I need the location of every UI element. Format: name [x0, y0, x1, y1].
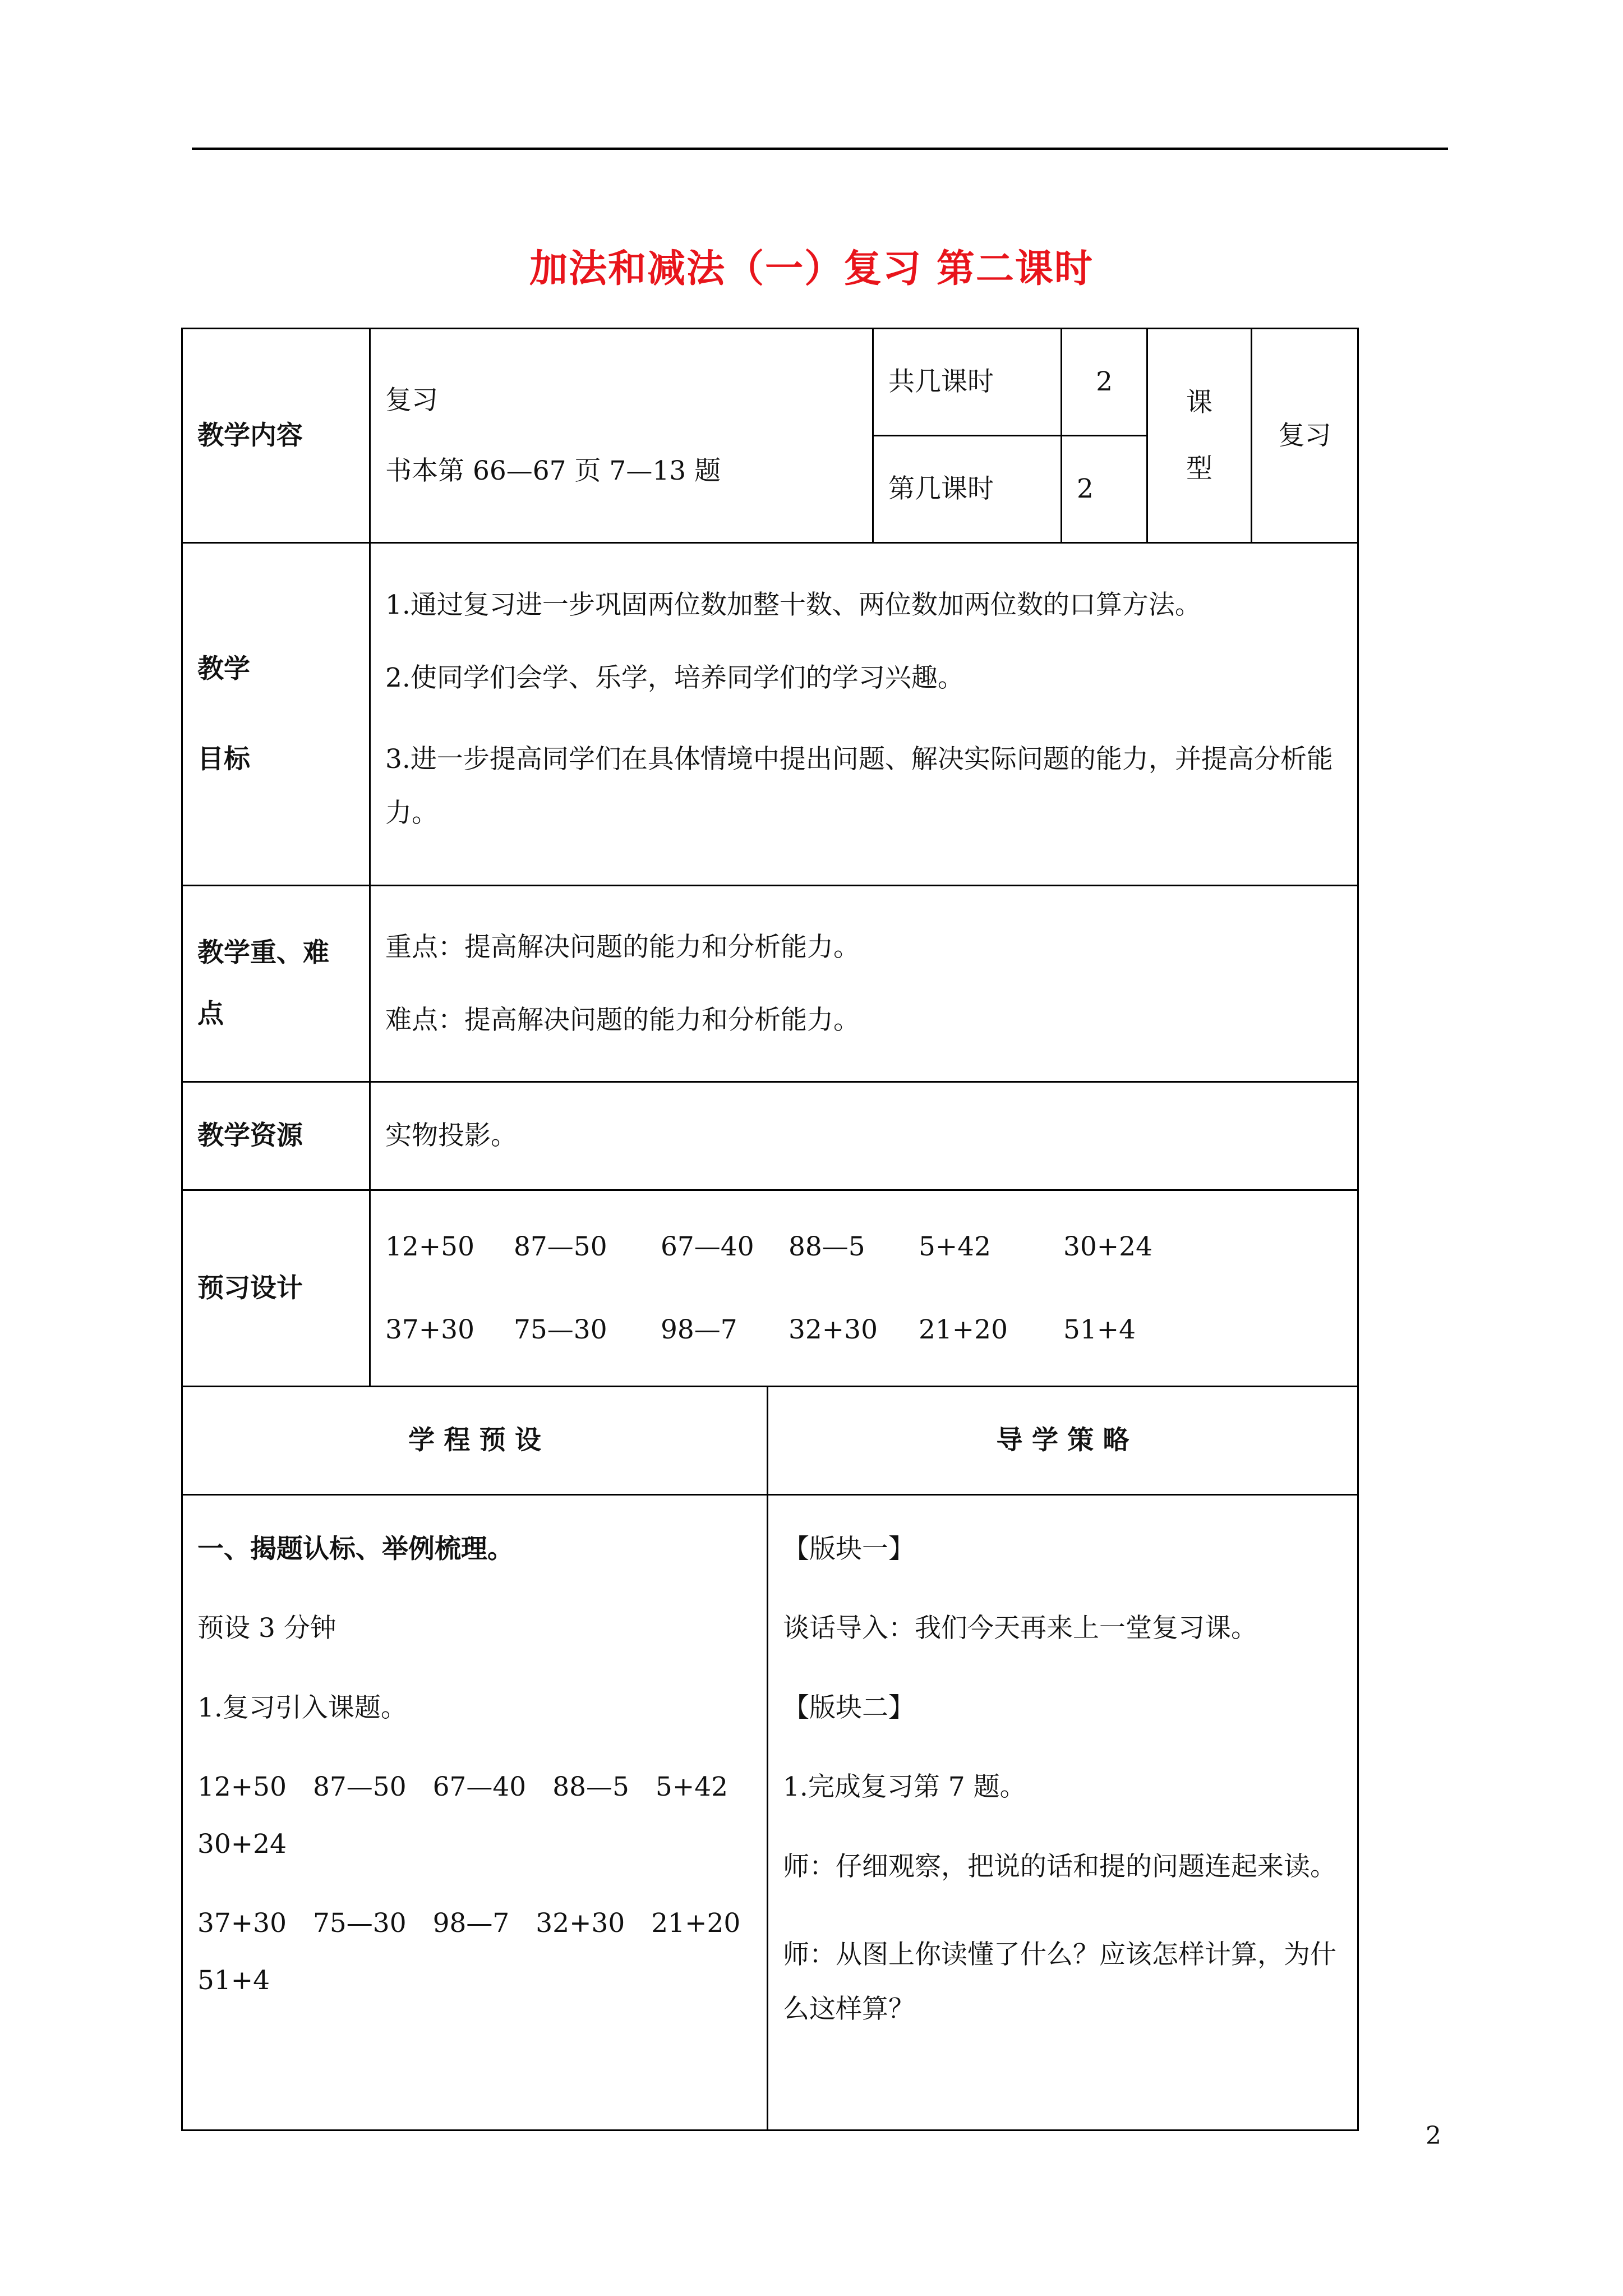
content-value	[370, 329, 873, 543]
process-exercises-1b: 30+24	[197, 1828, 287, 1860]
lesson-type-value: 复习	[1252, 329, 1358, 543]
exercise: 87—50	[514, 1231, 607, 1263]
process-header: 学 程 预 设	[182, 1387, 768, 1495]
key-difficulty: 难点：提高解决问题的能力和分析能力。	[385, 1004, 860, 1036]
exercise: 12+50	[385, 1231, 474, 1263]
strategy-teacher-1: 师：仔细观察，把说的话和提的问题连起来读。	[783, 1851, 1336, 1882]
process-time: 预设 3 分钟	[197, 1613, 336, 1644]
strategy-header: 导 学 策 略	[768, 1387, 1358, 1495]
strategy-task: 1.完成复习第 7 题。	[783, 1772, 1026, 1803]
exercise: 75—30	[514, 1314, 607, 1345]
content-line-2: 书本第 66—67 页 7—13 题	[385, 455, 721, 486]
process-heading: 一、揭题认标、举例梳理。	[197, 1534, 514, 1565]
content-line-1: 复习	[385, 385, 438, 416]
lesson-plan-table	[181, 328, 1359, 2131]
page-number: 2	[1426, 2122, 1441, 2150]
goal-item: 1.通过复习进一步巩固两位数加整十数、两位数加两位数的口算方法。	[385, 590, 1201, 621]
content-label: 教学内容	[182, 329, 370, 543]
exercise: 32+30	[789, 1314, 878, 1345]
strategy-column	[768, 1495, 1358, 2131]
process-step: 1.复习引入课题。	[197, 1692, 407, 1723]
exercise: 51+4	[1063, 1314, 1136, 1345]
preview-row-2	[385, 1312, 1343, 1347]
goals-list	[370, 543, 1358, 886]
current-period-label: 第几课时	[873, 436, 1062, 543]
total-periods-value: 2	[1062, 329, 1147, 436]
preview-row-1	[385, 1229, 1343, 1264]
key-points-label: 教学重、难点	[182, 886, 370, 1082]
header-rule	[192, 148, 1448, 150]
strategy-intro: 谈话导入：我们今天再来上一堂复习课。	[783, 1613, 1257, 1644]
page-title: 加法和减法（一）复习 第二课时	[529, 246, 1094, 291]
exercise: 88—5	[789, 1231, 865, 1263]
exercise: 37+30	[385, 1314, 474, 1345]
key-focus: 重点：提高解决问题的能力和分析能力。	[385, 932, 860, 963]
exercise: 98—7	[661, 1314, 737, 1345]
key-points-value	[370, 886, 1358, 1082]
lesson-type-label	[1147, 329, 1252, 543]
process-exercises-2a: 37+30 75—30 98—7 32+30 21+20	[197, 1908, 741, 1939]
exercise: 5+42	[919, 1231, 992, 1263]
strategy-teacher-2: 师：从图上你读懂了什么？应该怎样计算，为什么这样算？	[783, 1939, 1336, 2024]
preview-label: 预习设计	[182, 1190, 370, 1387]
lesson-type-label-1: 课	[1186, 387, 1213, 418]
preview-exercises	[370, 1190, 1358, 1387]
strategy-block-2: 【版块二】	[783, 1692, 915, 1723]
exercise: 67—40	[661, 1231, 754, 1263]
resources-label: 教学资源	[182, 1082, 370, 1190]
total-periods-label: 共几课时	[873, 329, 1062, 436]
exercise: 21+20	[919, 1314, 1008, 1345]
lesson-type-label-2: 型	[1186, 453, 1213, 484]
strategy-block-1: 【版块一】	[783, 1534, 915, 1565]
current-period-value: 2	[1062, 436, 1147, 543]
resources-value: 实物投影。	[370, 1082, 1358, 1190]
goal-item: 3.进一步提高同学们在具体情境中提出问题、解决实际问题的能力，并提高分析能力。	[385, 744, 1333, 829]
process-exercises-1a: 12+50 87—50 67—40 88—5 5+42	[197, 1772, 728, 1803]
goal-item: 2.使同学们会学、乐学，培养同学们的学习兴趣。	[385, 662, 964, 693]
process-exercises-2b: 51+4	[197, 1964, 270, 1996]
goals-label	[182, 543, 370, 886]
process-column	[182, 1495, 768, 2131]
goals-label-2: 目标	[197, 744, 250, 775]
goals-label-1: 教学	[197, 653, 250, 684]
exercise: 30+24	[1063, 1231, 1152, 1263]
